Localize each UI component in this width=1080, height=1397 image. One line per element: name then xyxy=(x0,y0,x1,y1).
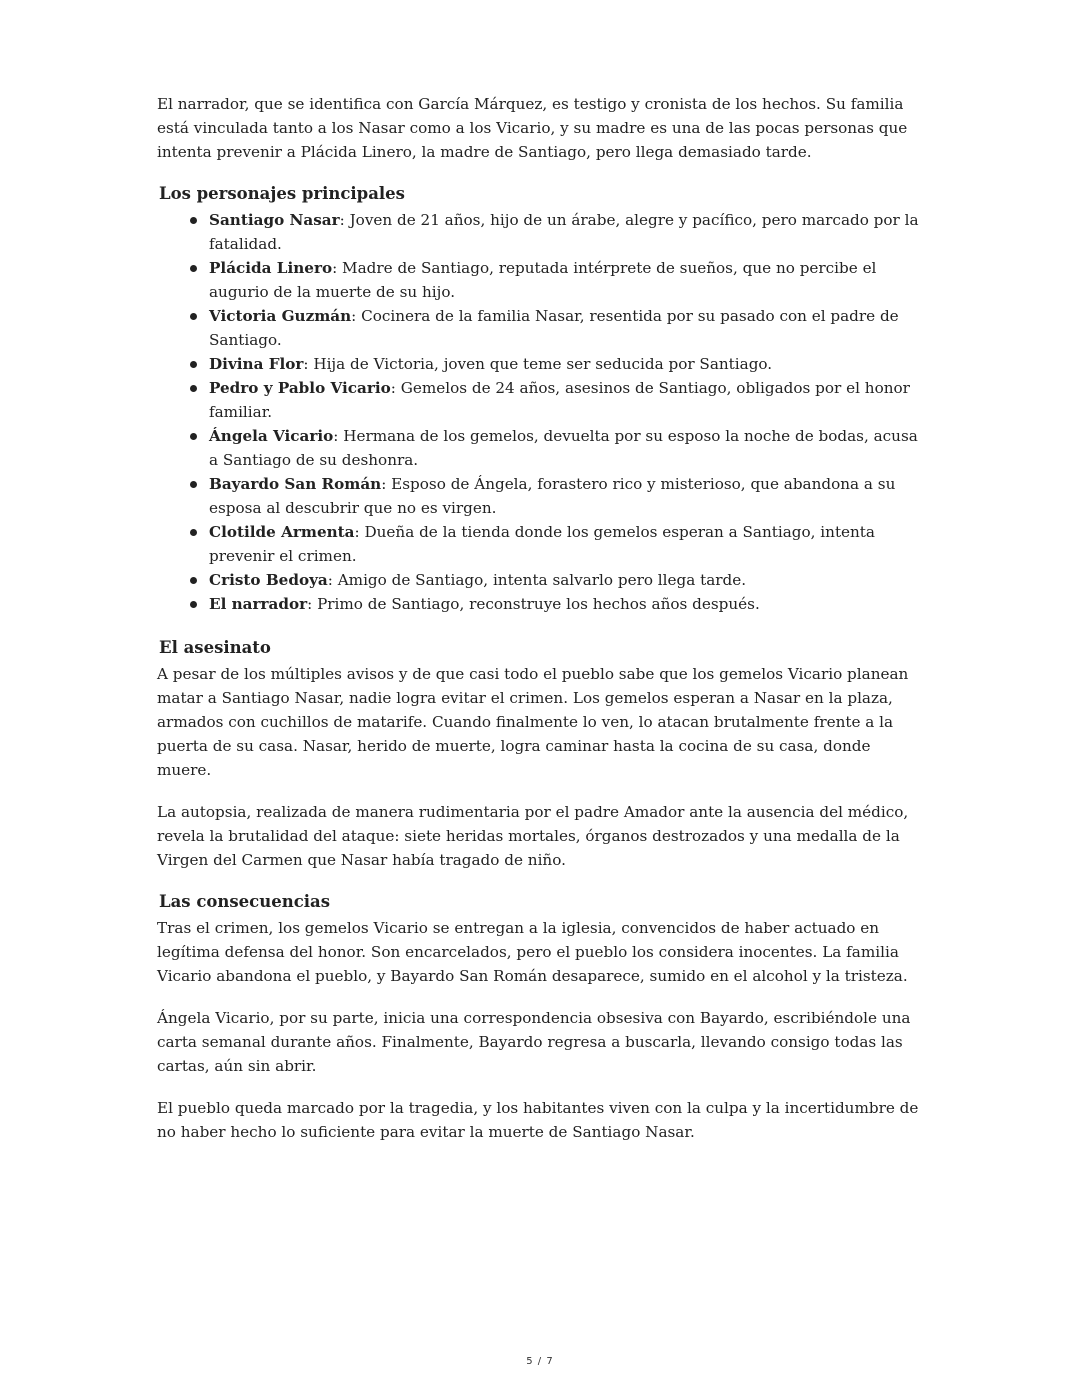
character-description: : Esposo de Ángela, forastero rico y misterioso, que abandona a su esposa al descubrir que no es virgen. xyxy=(209,475,896,517)
character-name: Pedro y Pablo Vicario xyxy=(209,379,391,397)
character-name: Plácida Linero xyxy=(209,259,333,277)
consequences-heading: Las consecuencias xyxy=(159,892,330,911)
characters-list xyxy=(157,208,927,616)
consequences-paragraph: Tras el crimen, los gemelos Vicario se entregan a la iglesia, convencidos de haber actuado en legítima defensa del honor. Son encarcelados, pero el pueblo los considera inocentes. La familia Vicario abandona el pueblo, y Bayardo San Román desaparece, sumido en el alcohol y la tristeza. xyxy=(157,919,908,985)
character-description: : Hija de Victoria, joven que teme ser seducida por Santiago. xyxy=(303,355,773,373)
character-description: : Hermana de los gemelos, devuelta por su esposo la noche de bodas, acusa a Santiago de su deshonra. xyxy=(209,427,918,469)
intro-paragraph: El narrador, que se identifica con García Márquez, es testigo y cronista de los hechos. Su familia está vinculada tanto a los Nasar como a los Vicario, y su madre es una de las pocas personas que intenta prevenir a Plácida Linero, la madre de Santiago, pero llega demasiado tarde. xyxy=(157,95,908,161)
page-number: 5 / 7 xyxy=(526,1356,554,1367)
character-item xyxy=(209,256,927,304)
character-name: Clotilde Armenta xyxy=(209,523,355,541)
character-description: : Joven de 21 años, hijo de un árabe, alegre y pacífico, pero marcado por la fatalidad. xyxy=(209,211,919,253)
character-description: : Amigo de Santiago, intenta salvarlo pero llega tarde. xyxy=(327,571,747,589)
characters-heading: Los personajes principales xyxy=(159,184,405,203)
consequences-paragraph: Ángela Vicario, por su parte, inicia una correspondencia obsesiva con Bayardo, escribiéndole una carta semanal durante años. Finalmente, Bayardo regresa a buscarla, llevando consigo todas las cartas, aún sin abrir. xyxy=(157,1009,911,1075)
character-description: : Gemelos de 24 años, asesinos de Santiago, obligados por el honor familiar. xyxy=(209,379,910,421)
character-item xyxy=(209,352,927,376)
character-item xyxy=(209,424,927,472)
character-name: Victoria Guzmán xyxy=(209,307,352,325)
character-name: Cristo Bedoya xyxy=(209,571,328,589)
character-description: : Cocinera de la familia Nasar, resentida por su pasado con el padre de Santiago. xyxy=(209,307,899,349)
document-body xyxy=(157,92,927,1162)
murder-heading: El asesinato xyxy=(159,638,271,657)
character-description: : Dueña de la tienda donde los gemelos esperan a Santiago, intenta prevenir el crimen. xyxy=(209,523,875,565)
murder-paragraph: A pesar de los múltiples avisos y de que casi todo el pueblo sabe que los gemelos Vicario planean matar a Santiago Nasar, nadie logra evitar el crimen. Los gemelos esperan a Nasar en la plaza, armados con cuchillos de matarife. Cuando finalmente lo ven, lo atacan brutalmente frente a la puerta de su casa. Nasar, herido de muerte, logra caminar hasta la cocina de su casa, donde muere. xyxy=(157,665,909,779)
character-item xyxy=(209,592,927,616)
character-description: : Madre de Santiago, reputada intérprete de sueños, que no percibe el augurio de la muerte de su hijo. xyxy=(209,259,877,301)
character-item xyxy=(209,520,927,568)
character-name: El narrador xyxy=(209,595,308,613)
character-item xyxy=(209,304,927,352)
character-item xyxy=(209,472,927,520)
character-item xyxy=(209,376,927,424)
character-item xyxy=(209,568,927,592)
character-name: Bayardo San Román xyxy=(209,475,382,493)
character-name: Divina Flor xyxy=(209,355,304,373)
character-name: Ángela Vicario xyxy=(209,427,334,445)
murder-paragraph: La autopsia, realizada de manera rudimentaria por el padre Amador ante la ausencia del médico, revela la brutalidad del ataque: siete heridas mortales, órganos destrozados y una medalla de la Virgen del Carmen que Nasar había tragado de niño. xyxy=(157,803,909,869)
character-item xyxy=(209,208,927,256)
consequences-paragraph: El pueblo queda marcado por la tragedia, y los habitantes viven con la culpa y la incertidumbre de no haber hecho lo suficiente para evitar la muerte de Santiago Nasar. xyxy=(157,1099,919,1141)
character-name: Santiago Nasar xyxy=(209,211,340,229)
character-description: : Primo de Santiago, reconstruye los hechos años después. xyxy=(307,595,760,613)
